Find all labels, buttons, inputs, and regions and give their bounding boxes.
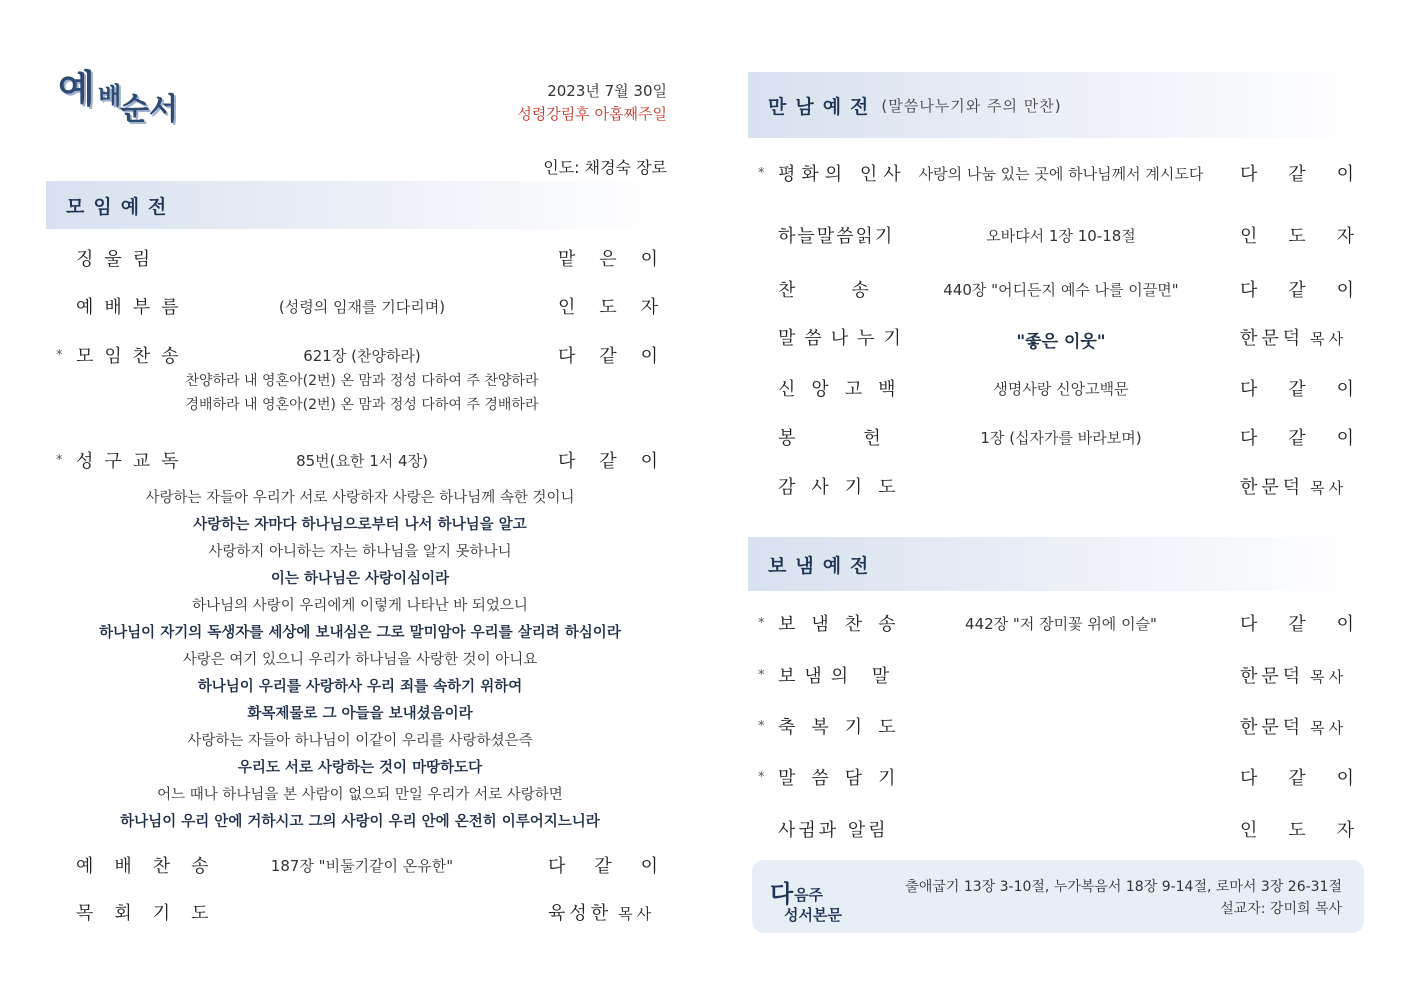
responsible-name: 다 같 이 bbox=[1240, 280, 1354, 301]
required-standing-mark: * bbox=[56, 348, 63, 363]
responsible-name: 한문덕 bbox=[1240, 717, 1305, 738]
item-detail: 오바댜서 1장 10-18절 bbox=[986, 227, 1136, 245]
item-responsible bbox=[558, 245, 658, 271]
required-standing-mark: * bbox=[758, 719, 765, 734]
section-title: 모임예전 bbox=[66, 195, 176, 218]
responsible-name: 다 같 이 bbox=[548, 856, 658, 877]
item-responsible bbox=[548, 852, 658, 878]
responsive-reading-line: 화목제물로 그 아들을 보내셨음이라 bbox=[247, 706, 473, 722]
section-subtitle: (말씀나누기와 주의 만찬) bbox=[881, 96, 1062, 115]
next-week-label bbox=[770, 872, 870, 922]
logo-char-2: 배 bbox=[98, 81, 122, 110]
responsible-name: 한문덕 bbox=[1240, 477, 1305, 498]
responsible-name: 다 같 이 bbox=[558, 451, 658, 472]
item-detail: 사랑의 나눔 있는 곳에 하나님께서 계시도다 bbox=[918, 165, 1204, 183]
item-label: 봉헌 bbox=[778, 428, 949, 449]
item-responsible bbox=[1240, 816, 1354, 842]
service-leader: 인도: 채경숙 장로 bbox=[543, 158, 667, 177]
responsive-reading-line: 이는 하나님은 사랑이심이라 bbox=[270, 571, 450, 587]
responsive-reading-line: 사랑하는 자마다 하나님으로부터 나서 하나님을 알고 bbox=[193, 517, 527, 533]
item-detail: "좋은 이웃" bbox=[1016, 332, 1106, 352]
required-standing-mark: * bbox=[758, 616, 765, 631]
responsible-name: 다 같 이 bbox=[1240, 379, 1354, 400]
item-detail: 1장 (십자가를 바라보며) bbox=[980, 429, 1142, 447]
item-label: 찬송 bbox=[778, 280, 925, 301]
responsible-name: 한문덕 bbox=[1240, 666, 1305, 687]
responsive-reading-line: 우리도 서로 사랑하는 것이 마땅하도다 bbox=[237, 760, 483, 776]
responsible-name: 한문덕 bbox=[1240, 328, 1305, 349]
next-week-preacher: 설교자: 강미희 목사 bbox=[1220, 901, 1342, 917]
responsible-title: 목사 bbox=[618, 905, 656, 923]
item-responsible bbox=[1240, 424, 1354, 450]
responsible-name: 육성한 bbox=[548, 903, 613, 924]
item-detail: 85번(요한 1서 4장) bbox=[296, 452, 428, 470]
item-label: 하늘말씀읽기 bbox=[778, 226, 895, 247]
required-standing-mark: * bbox=[56, 453, 63, 468]
item-detail: (성령의 임재를 기다리며) bbox=[278, 298, 446, 316]
section-header-sending bbox=[748, 537, 1364, 591]
item-responsible bbox=[548, 899, 658, 925]
item-responsible bbox=[558, 293, 658, 319]
item-label: 평화의 인사 bbox=[778, 164, 907, 185]
responsible-name: 다 같 이 bbox=[1240, 428, 1354, 449]
responsible-title: 목사 bbox=[1310, 330, 1348, 348]
next-week-scripture-box bbox=[752, 860, 1364, 933]
item-responsible bbox=[1240, 276, 1354, 302]
next-week-label-line1: 음주 bbox=[794, 886, 823, 904]
responsible-title: 목사 bbox=[1310, 668, 1348, 686]
responsible-title: 목사 bbox=[1310, 479, 1348, 497]
item-detail: 621장 (찬양하라) bbox=[303, 347, 421, 365]
item-label: 모임찬송 bbox=[76, 346, 190, 367]
required-standing-mark: * bbox=[758, 166, 765, 181]
item-label: 말씀담기 bbox=[778, 768, 912, 789]
section-header-meeting bbox=[748, 72, 1364, 138]
item-label: 보냄찬송 bbox=[778, 614, 912, 635]
required-standing-mark: * bbox=[758, 668, 765, 683]
hymn-lyric-line: 경배하라 내 영혼아(2번) 온 맘과 정성 다하여 주 경배하라 bbox=[185, 397, 539, 413]
item-detail: 생명사랑 신앙고백문 bbox=[993, 380, 1129, 398]
item-label: 징울림 bbox=[76, 249, 162, 270]
section-title: 보냄예전 bbox=[768, 554, 878, 577]
responsible-title: 목사 bbox=[1310, 719, 1348, 737]
responsive-reading-line: 사랑하지 아니하는 자는 하나님을 알지 못하나니 bbox=[208, 544, 512, 560]
section-title: 만남예전 bbox=[768, 95, 878, 118]
item-label: 성구교독 bbox=[76, 451, 190, 472]
order-of-worship-logo bbox=[58, 58, 188, 128]
responsive-reading-line: 사랑은 여기 있으니 우리가 하나님을 사랑한 것이 아니요 bbox=[182, 652, 538, 668]
responsive-reading-line: 하나님이 우리 안에 거하시고 그의 사랑이 우리 안에 온전히 이루어지느니라 bbox=[120, 814, 600, 830]
item-responsible bbox=[1240, 324, 1354, 350]
responsible-name: 맡 은 이 bbox=[558, 249, 658, 270]
responsible-name: 다 같 이 bbox=[1240, 164, 1354, 185]
item-responsible bbox=[1240, 662, 1354, 688]
hymn-lyric-line: 찬양하라 내 영혼아(2번) 온 맘과 정성 다하여 주 찬양하라 bbox=[185, 373, 539, 389]
next-week-label-big: 다 bbox=[770, 879, 794, 908]
item-label: 말씀나누기 bbox=[778, 328, 910, 349]
responsible-name: 인 도 자 bbox=[1240, 226, 1354, 247]
item-label: 신앙고백 bbox=[778, 379, 912, 400]
next-week-passages: 출애굽기 13장 3-10절, 누가복음서 18장 9-14절, 로마서 3장 26-31절 bbox=[905, 879, 1342, 895]
item-detail: 187장 "비둘기같이 온유한" bbox=[270, 857, 454, 875]
service-date: 2023년 7월 30일 bbox=[547, 82, 667, 100]
responsive-reading-line: 하나님이 자기의 독생자를 세상에 보내심은 그로 말미암아 우리를 살리려 하심이라 bbox=[99, 625, 621, 641]
item-label: 예배부름 bbox=[76, 297, 190, 318]
responsible-name: 다 같 이 bbox=[558, 346, 658, 367]
item-label: 예배찬송 bbox=[76, 856, 230, 877]
item-responsible bbox=[558, 447, 658, 473]
item-responsible bbox=[1240, 713, 1354, 739]
responsible-name: 인 도 자 bbox=[558, 297, 658, 318]
responsive-reading-line: 사랑하는 자들아 우리가 서로 사랑하자 사랑은 하나님께 속한 것이니 bbox=[145, 490, 575, 506]
logo-char-1: 예 bbox=[58, 66, 95, 111]
responsive-reading-line: 사랑하는 자들아 하나님이 이같이 우리를 사랑하셨은즉 bbox=[187, 733, 533, 749]
item-responsible bbox=[1240, 764, 1354, 790]
item-responsible bbox=[1240, 160, 1354, 186]
item-detail: 440장 "어디든지 예수 나를 이끌면" bbox=[943, 281, 1179, 299]
section-header-gathering bbox=[46, 181, 666, 229]
required-standing-mark: * bbox=[758, 770, 765, 785]
responsive-reading-line: 하나님이 우리를 사랑하사 우리 죄를 속하기 위하여 bbox=[197, 679, 523, 695]
item-label: 감사기도 bbox=[778, 477, 912, 498]
logo-char-3: 순서 bbox=[120, 92, 178, 127]
item-responsible bbox=[558, 342, 658, 368]
item-responsible bbox=[1240, 610, 1354, 636]
item-responsible bbox=[1240, 222, 1354, 248]
item-detail: 442장 "저 장미꽃 위에 이슬" bbox=[965, 615, 1157, 633]
item-label: 축복기도 bbox=[778, 717, 912, 738]
responsive-reading-line: 하나님의 사랑이 우리에게 이렇게 나타난 바 되었으니 bbox=[192, 598, 528, 614]
liturgical-season: 성령강림후 아홉째주일 bbox=[517, 105, 667, 123]
item-label: 보냄의 말 bbox=[778, 666, 899, 687]
item-responsible bbox=[1240, 375, 1354, 401]
item-responsible bbox=[1240, 473, 1354, 499]
item-label: 목회기도 bbox=[76, 903, 230, 924]
item-label: 사귐과 알림 bbox=[778, 820, 889, 841]
responsible-name: 인 도 자 bbox=[1240, 820, 1354, 841]
next-week-label-line2: 성서본문 bbox=[784, 906, 842, 924]
responsible-name: 다 같 이 bbox=[1240, 768, 1354, 789]
responsive-reading-line: 어느 때나 하나님을 본 사람이 없으되 만일 우리가 서로 사랑하면 bbox=[157, 787, 563, 803]
responsible-name: 다 같 이 bbox=[1240, 614, 1354, 635]
